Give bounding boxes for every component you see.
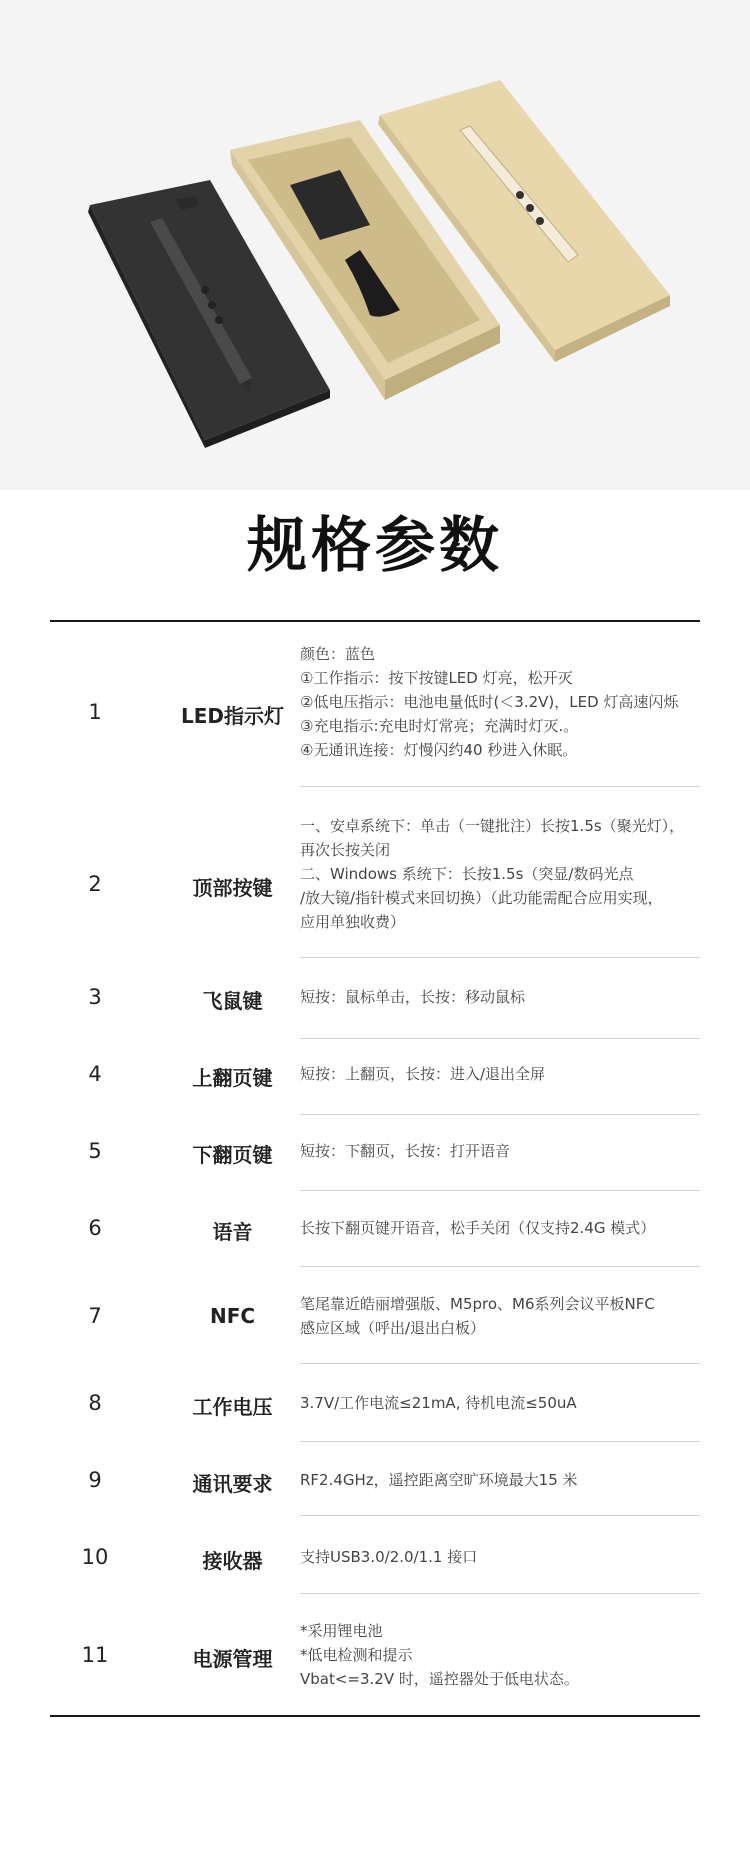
row-number: 11: [81, 1643, 109, 1667]
row-separator: [300, 1190, 700, 1191]
desc-line: 应用单独收费）: [300, 913, 406, 931]
row-number: 3: [88, 985, 102, 1009]
desc-line: 短按：上翻页，长按：进入/退出全屏: [300, 1065, 546, 1083]
row-description: [300, 1391, 700, 1415]
desc-line: *低电检测和提示: [300, 1646, 413, 1664]
row-description: [300, 1468, 700, 1492]
desc-line: ②低电压指示：电池电量低时(＜3.2V)，LED 灯高速闪烁: [300, 693, 679, 711]
row-separator: [300, 1593, 700, 1594]
row-number: 6: [88, 1216, 102, 1240]
spec-row-led: [50, 640, 700, 785]
row-number: 9: [88, 1468, 102, 1492]
row-number: 7: [88, 1304, 102, 1328]
row-description: [300, 1619, 700, 1691]
desc-line: Vbat<=3.2V 时，遥控器处于低电状态。: [300, 1670, 579, 1688]
row-description: [300, 1292, 700, 1340]
desc-line: /放大镜/指针模式来回切换）（此功能需配合应用实现，: [300, 889, 663, 907]
row-name: 接收器: [202, 1549, 263, 1573]
row-name: 电源管理: [192, 1647, 273, 1671]
row-separator: [300, 1515, 700, 1516]
row-name: 顶部按键: [192, 876, 273, 900]
row-name: LED指示灯: [180, 704, 284, 728]
desc-line: ④无通讯连接：灯慢闪约40 秒进入休眠。: [300, 741, 578, 759]
spec-row-air-mouse: [50, 985, 700, 1015]
row-description: [300, 1545, 700, 1569]
desc-line: 二、Windows 系统下：长按1.5s（突显/数码光点: [300, 865, 634, 883]
row-name: 下翻页键: [192, 1143, 273, 1167]
desc-line: 短按：下翻页，长按：打开语音: [300, 1142, 511, 1160]
spec-row-voice: [50, 1216, 700, 1246]
desc-line: 3.7V/工作电流≤21mA, 待机电流≤50uA: [300, 1394, 577, 1412]
row-number: 8: [88, 1391, 102, 1415]
table-top-rule: [50, 620, 700, 622]
spec-row-page-down: [50, 1139, 700, 1169]
row-description: [300, 1062, 700, 1086]
row-number: 2: [88, 872, 102, 896]
spec-row-power: [50, 1617, 700, 1697]
spec-row-nfc: [50, 1290, 700, 1350]
desc-line: *采用锂电池: [300, 1622, 383, 1640]
desc-line: 长按下翻页键开语音，松手关闭（仅支持2.4G 模式）: [300, 1219, 656, 1237]
row-description: [300, 985, 700, 1009]
desc-line: 短按：鼠标单击，长按：移动鼠标: [300, 988, 526, 1006]
row-name: 语音: [212, 1220, 253, 1244]
row-number: 1: [88, 700, 102, 724]
row-separator: [300, 1114, 700, 1115]
spec-row-receiver: [50, 1545, 700, 1575]
product-photo: [0, 0, 750, 490]
desc-line: 笔尾靠近皓丽增强版、M5pro、M6系列会议平板NFC: [300, 1295, 655, 1313]
spec-row-voltage: [50, 1391, 700, 1421]
row-description: [300, 642, 700, 762]
row-description: [300, 1216, 700, 1240]
row-name: 上翻页键: [192, 1066, 273, 1090]
spec-row-communication: [50, 1468, 700, 1498]
row-description: [300, 814, 700, 934]
desc-line: 支持USB3.0/2.0/1.1 接口: [300, 1548, 478, 1566]
row-separator: [300, 1266, 700, 1267]
row-name: 工作电压: [192, 1395, 273, 1419]
desc-line: ③充电指示:充电时灯常亮；充满时灯灭.。: [300, 717, 579, 735]
row-name: 通讯要求: [192, 1472, 273, 1496]
desc-line: 颜色：蓝色: [300, 645, 376, 663]
row-separator: [300, 1038, 700, 1039]
desc-line: RF2.4GHz，遥控距离空旷环境最大15 米: [300, 1471, 578, 1489]
row-number: 5: [88, 1139, 102, 1163]
desc-line: ①工作指示：按下按键LED 灯亮，松开灭: [300, 669, 573, 687]
desc-line: 一、安卓系统下：单击（一键批注）长按1.5s（聚光灯），: [300, 817, 685, 835]
row-separator: [300, 786, 700, 787]
spec-row-page-up: [50, 1062, 700, 1092]
page-title: 规格参数: [247, 511, 503, 581]
desc-line: 再次长按关闭: [300, 841, 391, 859]
row-description: [300, 1139, 700, 1163]
row-number: 4: [88, 1062, 102, 1086]
table-bottom-rule: [50, 1715, 700, 1717]
row-name: NFC: [209, 1304, 256, 1328]
row-separator: [300, 1363, 700, 1364]
row-name: 飞鼠键: [202, 989, 263, 1013]
row-number: 10: [81, 1545, 109, 1569]
desc-line: 感应区域（呼出/退出白板）: [300, 1319, 486, 1337]
row-separator: [300, 957, 700, 958]
spec-row-top-button: [50, 812, 700, 957]
row-separator: [300, 1441, 700, 1442]
